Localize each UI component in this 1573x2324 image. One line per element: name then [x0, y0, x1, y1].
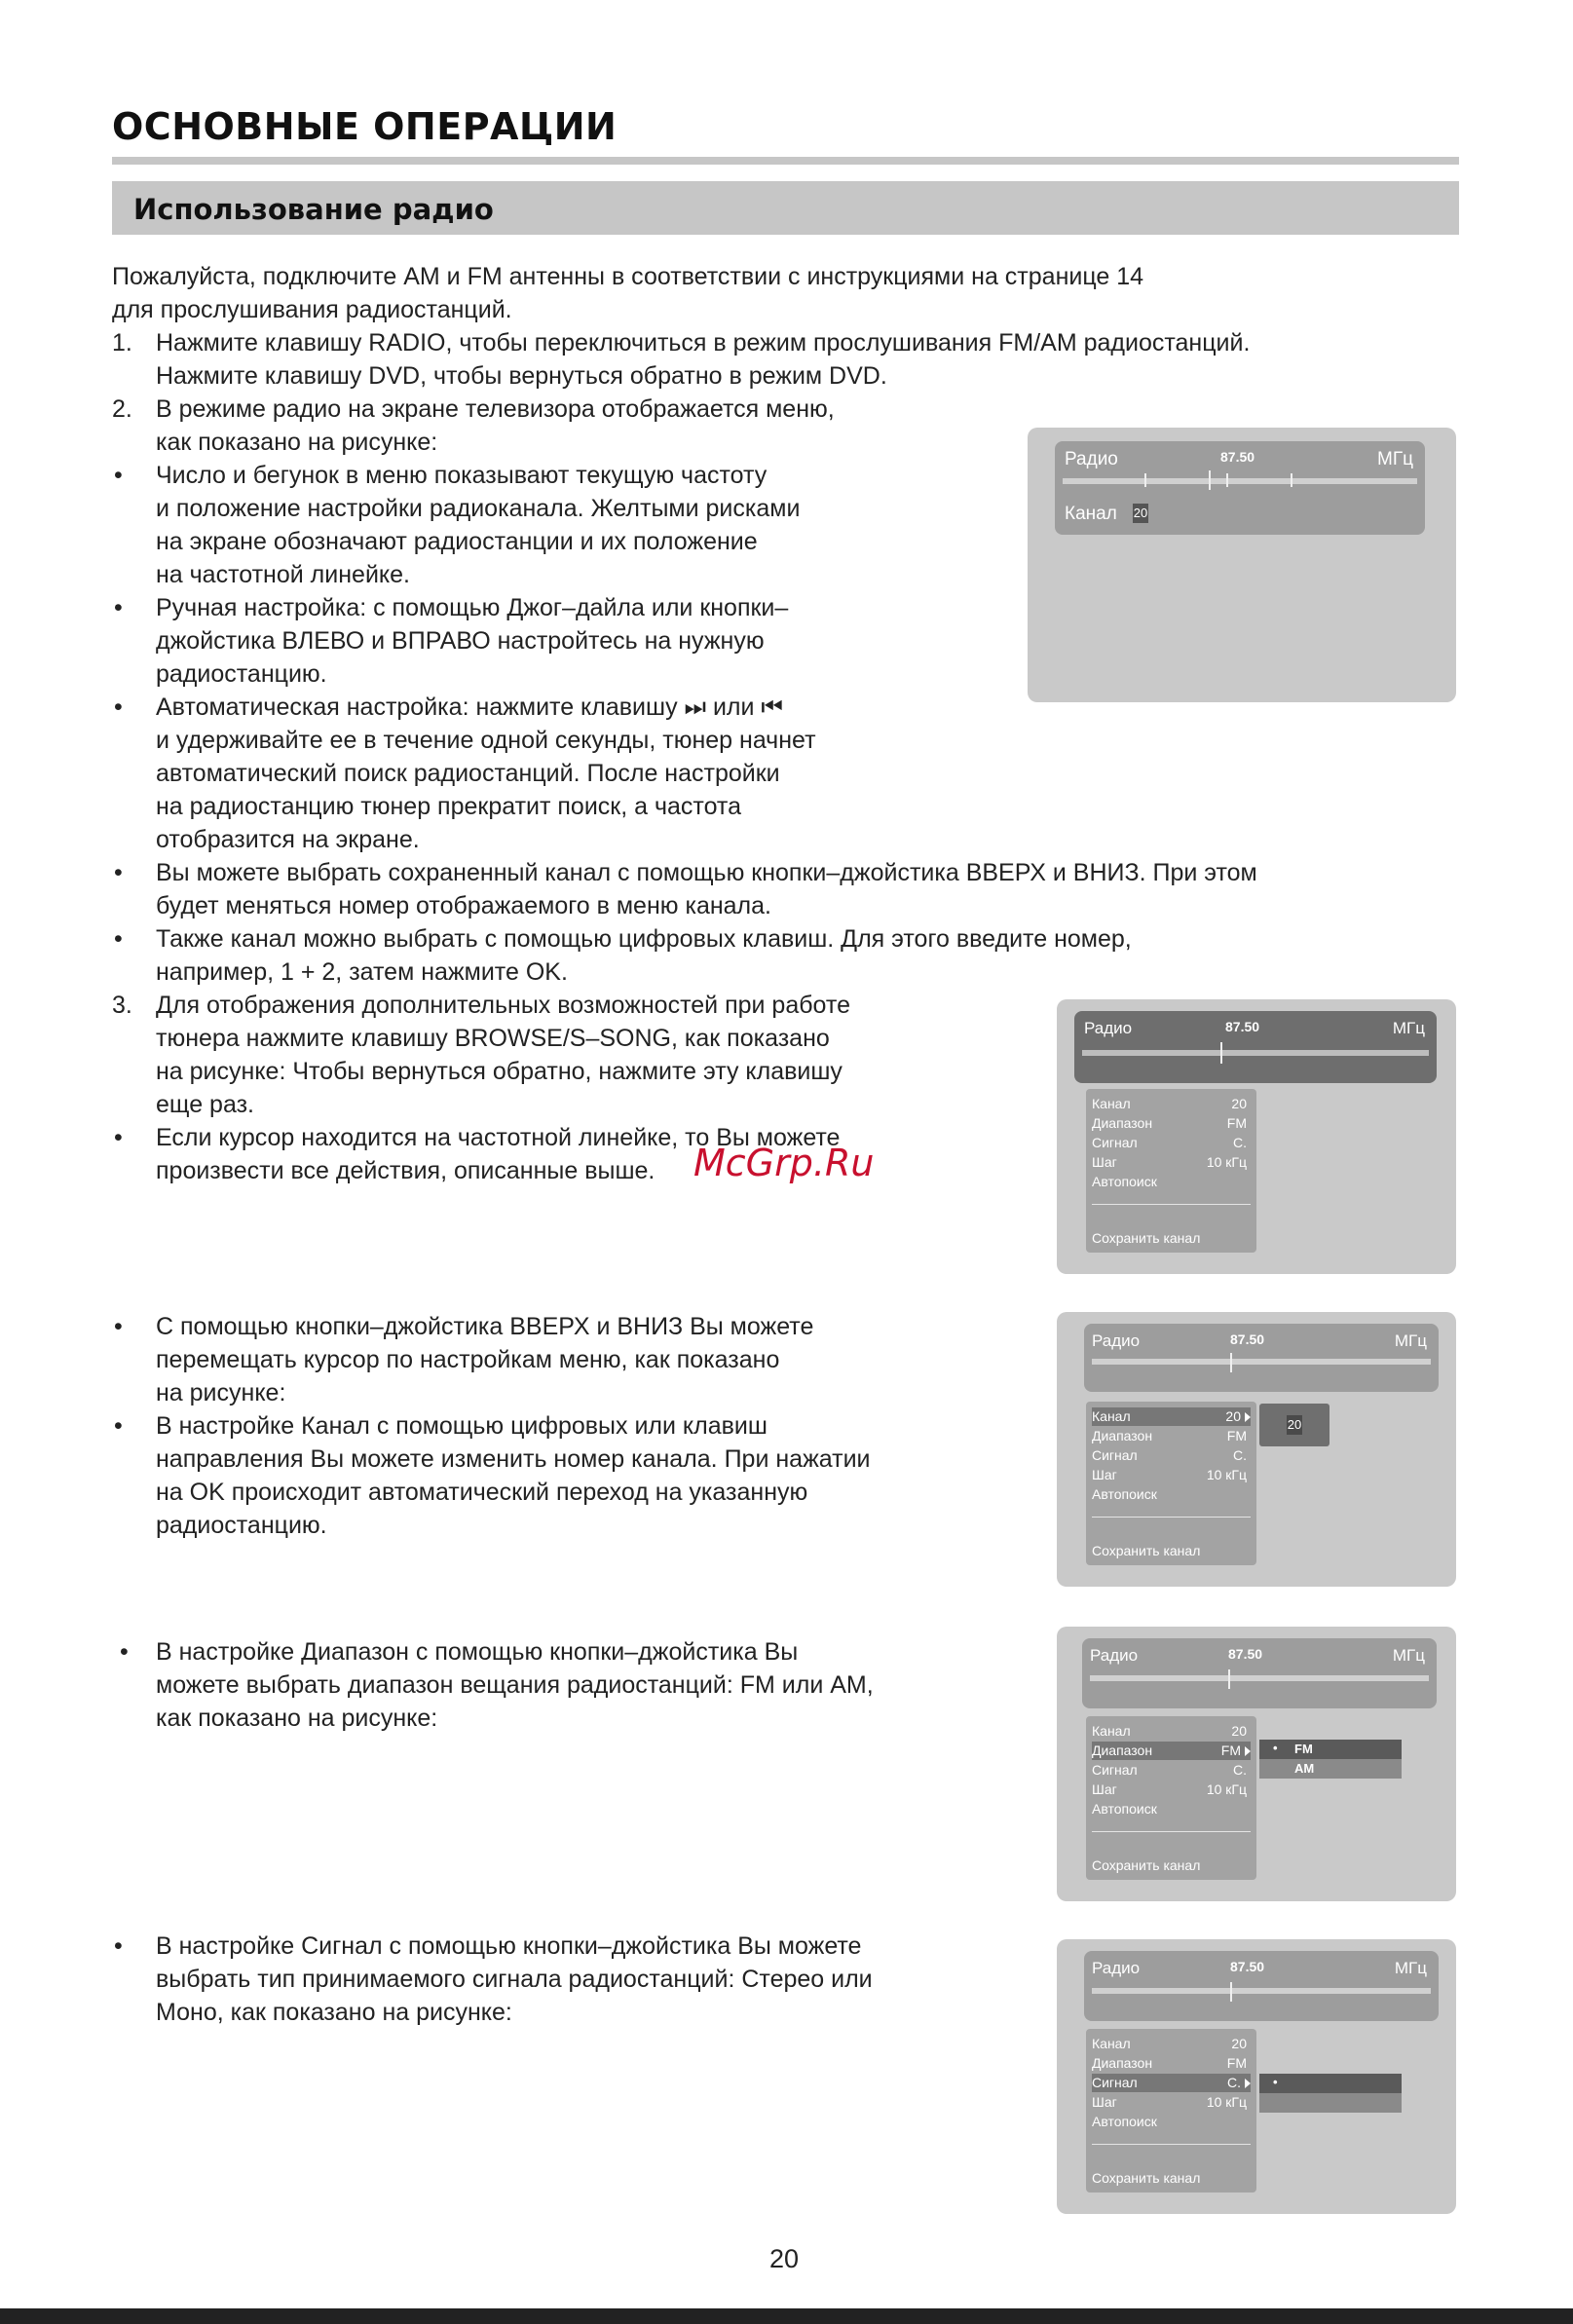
text-line: В настройке Диапазон с помощью кнопки–джойстика Вы	[156, 1638, 799, 1666]
bullet: •	[114, 859, 123, 886]
text-line: радиостанцию.	[156, 1512, 327, 1539]
menu-row-signal[interactable]	[1092, 1761, 1251, 1780]
frequency-cursor	[1209, 470, 1211, 490]
option-label: AM	[1294, 1761, 1315, 1776]
menu-label: Сохранить канал	[1092, 1543, 1201, 1558]
radio-osd-figure-2	[1057, 999, 1456, 1274]
frequency-unit: МГц	[1394, 1959, 1427, 1977]
band-option-am[interactable]	[1259, 1759, 1402, 1779]
frequency-cursor	[1230, 1353, 1232, 1372]
signal-option-stereo[interactable]	[1259, 2074, 1402, 2093]
bullet: •	[114, 1412, 123, 1440]
menu-row-channel[interactable]	[1092, 1407, 1251, 1426]
bullet: •	[114, 462, 123, 489]
text-line: отобразится на экране.	[156, 826, 420, 853]
menu-label: Автопоиск	[1092, 1486, 1157, 1502]
text-line: В настройке Сигнал с помощью кнопки–джойстика Вы можете	[156, 1932, 862, 1960]
frequency-track	[1092, 1988, 1431, 1994]
page-number: 20	[769, 2244, 800, 2273]
bullet: •	[114, 1313, 123, 1340]
menu-row-channel[interactable]	[1092, 1095, 1251, 1113]
text-line: С помощью кнопки–джойстика ВВЕРХ и ВНИЗ Вы можете	[156, 1313, 814, 1340]
frequency-readout: 87.50	[1228, 1646, 1263, 1662]
menu-row-band[interactable]	[1092, 1742, 1251, 1760]
menu-row-save[interactable]	[1092, 1229, 1251, 1248]
text-line: на рисунке: Чтобы вернуться обратно, нажмите эту клавишу	[156, 1058, 843, 1085]
text-line: Также канал можно выбрать с помощью цифровых клавиш. Для этого введите номер,	[156, 925, 1132, 953]
menu-label: Сохранить канал	[1092, 2170, 1201, 2186]
text-line: выбрать тип принимаемого сигнала радиостанций: Стерео или	[156, 1966, 873, 1993]
text-line: на OK происходит автоматический переход на указанную	[156, 1479, 808, 1506]
radio-label: Радио	[1084, 1019, 1133, 1037]
menu-row-autosearch[interactable]	[1092, 2113, 1251, 2131]
menu-row-channel[interactable]	[1092, 2035, 1251, 2053]
radio-menu	[1086, 1716, 1256, 1880]
menu-row-save[interactable]	[1092, 1542, 1251, 1560]
text-line: на радиостанцию тюнер прекратит поиск, а частота	[156, 793, 742, 820]
menu-label: Канал	[1092, 1408, 1131, 1424]
menu-divider	[1092, 2144, 1251, 2145]
menu-value: С.	[1233, 1135, 1247, 1150]
menu-value: 20	[1231, 2036, 1247, 2051]
menu-label: Автопоиск	[1092, 1801, 1157, 1817]
menu-value: 20	[1231, 1723, 1247, 1739]
channel-label: Канал	[1065, 504, 1117, 524]
menu-value: FM	[1226, 1115, 1247, 1131]
radio-menu	[1086, 1402, 1256, 1565]
text-line: на частотной линейке.	[156, 561, 410, 588]
text-line: Моно, как показано на рисунке:	[156, 1999, 512, 2026]
menu-value: 20	[1231, 1096, 1247, 1111]
selected-dot-icon: •	[1273, 1741, 1278, 1755]
frequency-track	[1092, 1359, 1431, 1365]
frequency-readout: 87.50	[1230, 1331, 1265, 1347]
station-tick	[1144, 473, 1146, 487]
menu-label: Диапазон	[1092, 1428, 1153, 1443]
menu-label: Автопоиск	[1092, 1174, 1157, 1189]
frequency-unit: МГц	[1394, 1331, 1427, 1350]
frequency-track	[1082, 1050, 1429, 1056]
radio-label: Радио	[1092, 1959, 1141, 1977]
radio-menu	[1086, 1089, 1256, 1253]
radio-osd-figure-3	[1057, 1312, 1456, 1587]
signal-options-popup	[1259, 2074, 1402, 2113]
text-line: В настройке Канал с помощью цифровых или клавиш	[156, 1412, 768, 1440]
menu-row-autosearch[interactable]	[1092, 1485, 1251, 1504]
radio-label: Радио	[1090, 1646, 1139, 1665]
frequency-cursor	[1230, 1982, 1232, 2002]
page-title: ОСНОВНЫЕ ОПЕРАЦИИ	[112, 105, 618, 148]
frequency-unit: МГц	[1392, 1646, 1425, 1665]
menu-value: 10 кГц	[1206, 1781, 1247, 1797]
menu-label: Сигнал	[1092, 1135, 1138, 1150]
menu-value: FM	[1226, 2055, 1247, 2071]
menu-divider	[1092, 1204, 1251, 1205]
list-number: 3.	[112, 992, 132, 1019]
bullet: •	[114, 1124, 123, 1151]
menu-value: С.	[1227, 2075, 1241, 2090]
arrow-right-icon	[1245, 1412, 1251, 1422]
frequency-readout: 87.50	[1230, 1959, 1265, 1974]
text-line: на рисунке:	[156, 1379, 286, 1406]
frequency-cursor	[1228, 1669, 1230, 1689]
text-line: можете выбрать диапазон вещания радиостанций: FM или AM,	[156, 1671, 874, 1699]
menu-row-band[interactable]	[1092, 1114, 1251, 1133]
text-line: автоматический поиск радиостанций. После настройки	[156, 760, 780, 787]
menu-row-step[interactable]	[1092, 1780, 1251, 1799]
radio-header	[1084, 1951, 1439, 2021]
selected-dot-icon: •	[1273, 2075, 1278, 2089]
text-line: и положение настройки радиоканала. Желтыми рисками	[156, 495, 801, 522]
menu-label: Шаг	[1092, 1154, 1117, 1170]
section-header	[112, 181, 1459, 235]
menu-row-save[interactable]	[1092, 1856, 1251, 1875]
text-line: еще раз.	[156, 1091, 254, 1118]
menu-row-channel[interactable]	[1092, 1722, 1251, 1741]
radio-osd-figure-5	[1057, 1939, 1456, 2214]
menu-row-signal[interactable]	[1092, 2074, 1251, 2092]
bullet: •	[114, 1932, 123, 1960]
menu-label: Диапазон	[1092, 1115, 1153, 1131]
menu-label: Сигнал	[1092, 2075, 1138, 2090]
frequency-track	[1063, 478, 1417, 484]
menu-row-band[interactable]	[1092, 1427, 1251, 1445]
menu-label: Канал	[1092, 1096, 1131, 1111]
text-line: произвести все действия, описанные выше.	[156, 1157, 655, 1184]
radio-header	[1082, 1638, 1437, 1708]
channel-number-box: 20	[1133, 504, 1148, 523]
menu-value: FM	[1220, 1743, 1241, 1758]
band-option-fm[interactable]	[1259, 1740, 1402, 1759]
text-line: как показано на рисунке:	[156, 429, 438, 456]
radio-label: Радио	[1065, 449, 1118, 469]
radio-header	[1055, 441, 1425, 535]
text-line: Число и бегунок в меню показывают текущую частоту	[156, 462, 768, 489]
text-line: и удерживайте ее в течение одной секунды, тюнер начнет	[156, 727, 816, 754]
text-line: перемещать курсор по настройкам меню, как показано	[156, 1346, 780, 1373]
menu-row-save[interactable]	[1092, 2169, 1251, 2188]
text-line: радиостанцию.	[156, 660, 327, 688]
signal-option-mono[interactable]	[1259, 2093, 1402, 2113]
list-number: 2.	[112, 395, 132, 423]
title-rule	[112, 157, 1459, 165]
bullet: •	[120, 1638, 129, 1666]
radio-osd-figure-4	[1057, 1627, 1456, 1901]
bullet: •	[114, 925, 123, 953]
bullet: •	[114, 693, 123, 721]
menu-row-step[interactable]	[1092, 2093, 1251, 2112]
text-line: Если курсор находится на частотной линейке, то Вы можете	[156, 1124, 841, 1151]
text-line: джойстика ВЛЕВО и ВПРАВО настройтесь на нужную	[156, 627, 765, 655]
text-line: В режиме радио на экране телевизора отображается меню,	[156, 395, 835, 423]
frequency-readout: 87.50	[1225, 1019, 1260, 1034]
radio-header	[1084, 1324, 1439, 1392]
frequency-unit: МГц	[1392, 1019, 1425, 1037]
menu-value: С.	[1233, 1762, 1247, 1778]
menu-row-autosearch[interactable]	[1092, 1800, 1251, 1818]
menu-row-band[interactable]	[1092, 2054, 1251, 2073]
menu-label: Канал	[1092, 1723, 1131, 1739]
text-line: Вы можете выбрать сохраненный канал с помощью кнопки–джойстика ВВЕРХ и ВНИЗ. При этом	[156, 859, 1257, 886]
menu-label: Сохранить канал	[1092, 1857, 1201, 1873]
text-line: как показано на рисунке:	[156, 1705, 438, 1732]
menu-divider	[1092, 1831, 1251, 1832]
frequency-readout: 87.50	[1220, 449, 1255, 465]
frequency-track	[1090, 1675, 1429, 1681]
text-line: направления Вы можете изменить номер канала. При нажатии	[156, 1445, 871, 1473]
text-line: Нажмите клавишу RADIO, чтобы переключиться в режим прослушивания FM/AM радиостанций.	[156, 329, 1251, 356]
arrow-right-icon	[1245, 1746, 1251, 1756]
menu-value: FM	[1226, 1428, 1247, 1443]
menu-value: С.	[1233, 1447, 1247, 1463]
text-line: для прослушивания радиостанций.	[112, 296, 512, 323]
frequency-cursor	[1220, 1042, 1222, 1064]
menu-row-step[interactable]	[1092, 1153, 1251, 1172]
bottom-border	[0, 2308, 1573, 2324]
station-tick	[1291, 473, 1292, 487]
menu-value: 10 кГц	[1206, 1467, 1247, 1482]
menu-value: 10 кГц	[1206, 2094, 1247, 2110]
menu-label: Шаг	[1092, 2094, 1117, 2110]
menu-row-autosearch[interactable]	[1092, 1173, 1251, 1191]
station-tick	[1226, 473, 1228, 487]
frequency-unit: МГц	[1377, 449, 1413, 469]
menu-label: Сохранить канал	[1092, 1230, 1201, 1246]
text-line: Ручная настройка: с помощью Джог–дайла или кнопки–	[156, 594, 789, 621]
text-line: тюнера нажмите клавишу BROWSE/S–SONG, как показано	[156, 1025, 830, 1052]
menu-row-signal[interactable]	[1092, 1446, 1251, 1465]
radio-osd-figure-1	[1028, 428, 1456, 702]
text-line: на экране обозначают радиостанции и их положение	[156, 528, 758, 555]
list-number: 1.	[112, 329, 132, 356]
menu-value: 10 кГц	[1206, 1154, 1247, 1170]
bullet: •	[114, 594, 123, 621]
menu-label: Шаг	[1092, 1781, 1117, 1797]
menu-row-step[interactable]	[1092, 1466, 1251, 1484]
text-line: Автоматическая настройка: нажмите клавишу ⏭ или ⏮	[156, 693, 783, 721]
menu-label: Сигнал	[1092, 1762, 1138, 1778]
text-line: Для отображения дополнительных возможностей при работе	[156, 992, 850, 1019]
radio-menu	[1086, 2029, 1256, 2193]
menu-label: Диапазон	[1092, 2055, 1153, 2071]
channel-number-box: 20	[1287, 1415, 1302, 1435]
channel-spinner-popup[interactable]	[1259, 1404, 1330, 1446]
radio-label: Радио	[1092, 1331, 1141, 1350]
menu-label: Канал	[1092, 2036, 1131, 2051]
menu-label: Автопоиск	[1092, 2114, 1157, 2129]
text-line: например, 1 + 2, затем нажмите OK.	[156, 958, 568, 986]
watermark: McGrp.Ru	[693, 1142, 875, 1184]
option-label: FM	[1294, 1742, 1313, 1756]
text-line: Нажмите клавишу DVD, чтобы вернуться обратно в режим DVD.	[156, 362, 887, 390]
radio-header	[1074, 1011, 1437, 1083]
menu-row-signal[interactable]	[1092, 1134, 1251, 1152]
text-line: будет меняться номер отображаемого в меню канала.	[156, 892, 771, 919]
menu-label: Диапазон	[1092, 1743, 1153, 1758]
band-options-popup	[1259, 1740, 1402, 1779]
menu-label: Сигнал	[1092, 1447, 1138, 1463]
menu-value: 20	[1225, 1408, 1241, 1424]
menu-label: Шаг	[1092, 1467, 1117, 1482]
arrow-right-icon	[1245, 2079, 1251, 2088]
text-line: Пожалуйста, подключите AM и FM антенны в соответствии с инструкциями на странице 14	[112, 263, 1144, 290]
section-title: Использование радио	[133, 193, 494, 226]
menu-divider	[1092, 1517, 1251, 1518]
